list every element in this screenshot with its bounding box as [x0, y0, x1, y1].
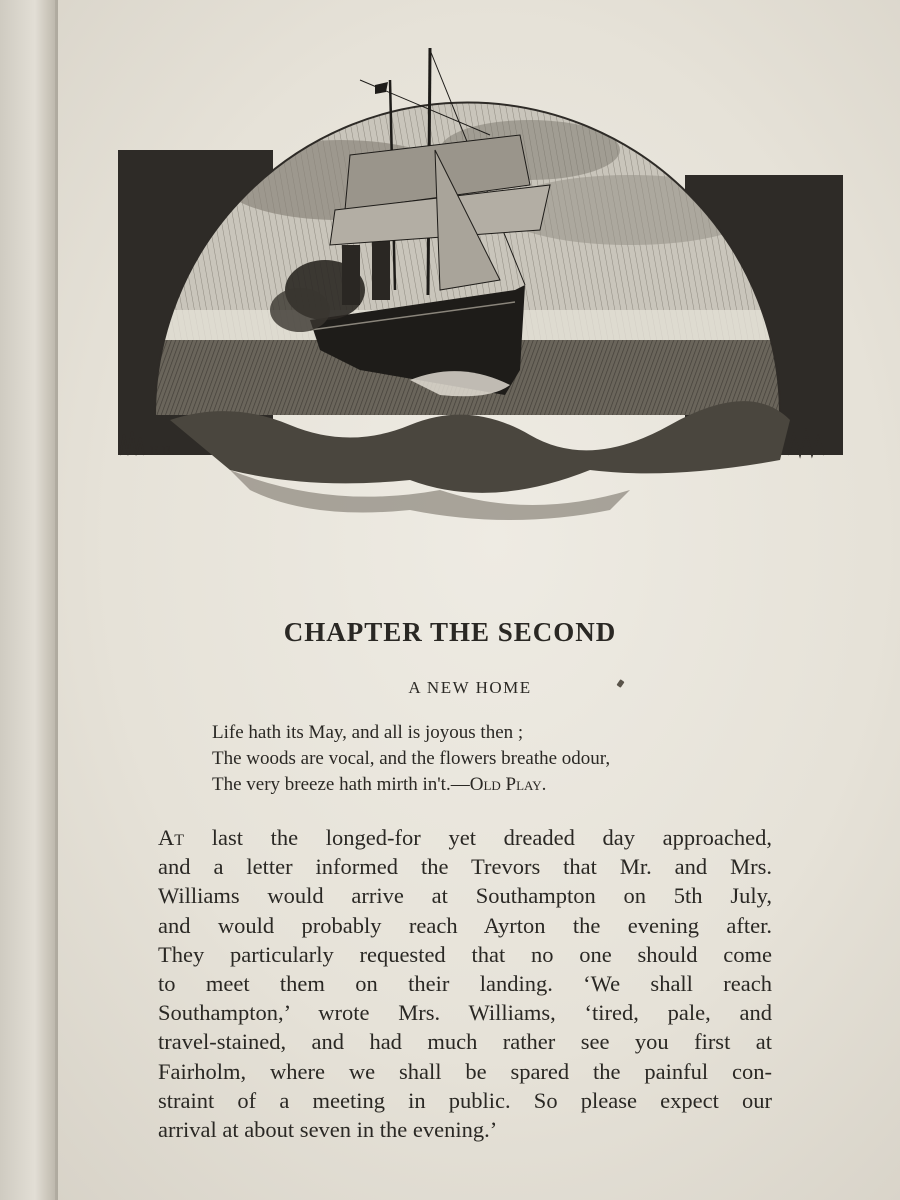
body-line-text: last the longed-for yet dreaded day approached,: [184, 825, 772, 850]
body-line: and would probably reach Ayrton the evening after.: [158, 912, 772, 938]
body-line: Fairholm, where we shall be spared the painful con-: [158, 1058, 772, 1084]
chapter-title: CHAPTER THE SECOND: [283, 617, 617, 647]
epigraph-line: [212, 772, 772, 798]
body-paragraph: [158, 823, 772, 1144]
epigraph-line: The woods are vocal, and the flowers breathe odour,: [212, 748, 611, 769]
body-line: travel-stained, and had much rather see you first at: [158, 1029, 772, 1055]
chapter-subtitle: A NEW HOME: [408, 678, 532, 697]
gutter-fold: [55, 0, 58, 1200]
epigraph-line: Life hath its May, and all is joyous then ;: [212, 722, 524, 743]
body-lead: At: [158, 825, 185, 850]
artist-signature: E.B.: [150, 444, 175, 459]
body-line: Southampton,’ wrote Mrs. Williams, ‘tired, pale, and: [158, 1000, 772, 1026]
epigraph: [212, 720, 772, 798]
body-line: [158, 823, 772, 852]
epigraph-attribution: Old Play.: [469, 774, 547, 795]
body-line: They particularly requested that no one should come: [158, 941, 772, 967]
epigraph-line-text: The very breeze hath mirth in't.—: [212, 774, 470, 795]
steamship-illustration: [110, 40, 850, 530]
body-line: to meet them on their landing. ‘We shall reach: [158, 971, 772, 997]
book-gutter: [0, 0, 58, 1200]
body-line: straint of a meeting in public. So please expect our: [158, 1087, 772, 1113]
body-line: and a letter informed the Trevors that Mr. and Mrs.: [158, 854, 772, 880]
body-line: arrival at about seven in the evening.’: [158, 1117, 498, 1143]
body-line: Williams would arrive at Southampton on 5th July,: [158, 883, 772, 909]
